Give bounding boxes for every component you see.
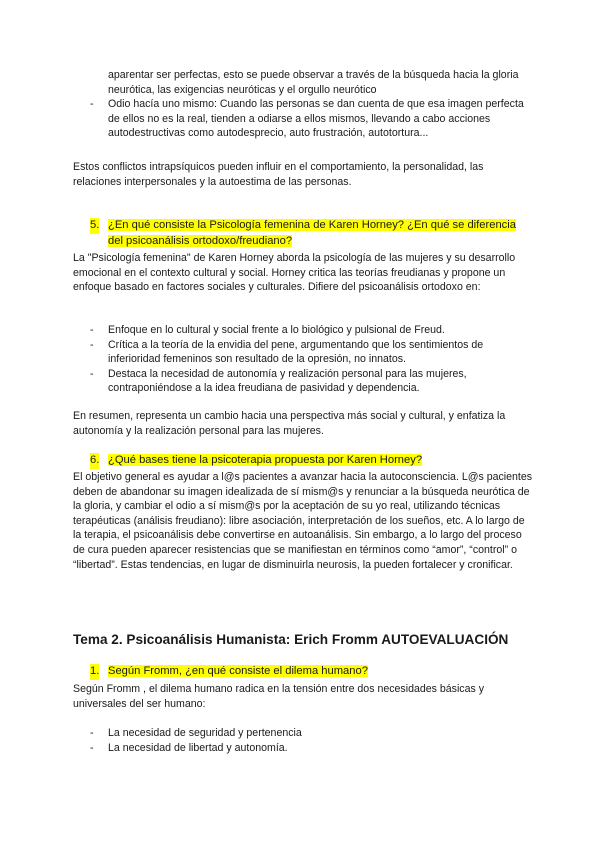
bullet-text: Enfoque en lo cultural y social frente a lo biológico y pulsional de Freud. [108,324,445,336]
bullet-item [73,338,533,367]
bullet-dash: - [90,727,94,739]
bullet-text: La necesidad de seguridad y pertenencia [108,727,302,739]
bullet-item [73,97,533,141]
bullet-text: aparentar ser perfectas, esto se puede observar a través de la búsqueda hacia la gloria neurótica, las exigencias neuróticas y el orgullo neurótico [108,69,519,96]
question-heading [73,664,533,680]
question-number: 6. [90,453,99,469]
bullet-dash: - [90,741,94,754]
bullet-list-q5 [73,323,533,396]
question-6 [73,453,533,469]
question-text: ¿Qué bases tiene la psicoterapia propuesta por Karen Horney? [108,454,423,466]
bullet-text: Destaca la necesidad de autonomía y realización personal para las mujeres, contraponiéndose a la idea freudiana de pasividad y dependencia. [108,367,467,395]
answer-paragraph: El objetivo general es ayudar a l@s pacientes a avanzar hacia la autoconsciencia. L@s pacientes deben de abandonar su imagen idealizada de sí mism@s y renunciar a la búsqueda neurótica de la gloria, y cambiar el odio a sí mism@s por la aceptación de su yo real, utilizando técnicas terapéuticas (análisis freudiano): libre asociación, interpretación de los sueños, etc. A lo largo de la terapia, el psicoanálisis debe convertirse en autoanálisis. Sin embargo, a lo largo del proceso de cura pueden aparecer resistencias que se manifiestan en términos como “amor”, “control” o “libertad”. Estas tendencias, en lugar de disminuirla neurosis, la pueden fortalecer y cronificar. [73,471,533,571]
bullet-dash: - [90,338,94,351]
question-number: 1. [90,664,99,680]
conclusion-paragraph: Estos conflictos intrapsíquicos pueden influir en el comportamiento, la personalidad, las relaciones interpersonales y la autoestima de las personas. [73,161,484,188]
bullet-text: Crítica a la teoría de la envidia del pene, argumentando que los sentimientos de inferioridad femeninos son resultado de la opresión, no innatos. [108,338,484,366]
section-title: Tema 2. Psicoanálisis Humanista: Erich Fromm AUTOEVALUACIÓN [73,632,509,647]
bullet-dash: - [90,367,94,380]
question-heading [73,453,533,469]
question-text: ¿En qué consiste la Psicología femenina de Karen Horney? ¿En qué se diferencia del psicoanálisis ortodoxo/freudiano? [108,219,516,247]
bullet-continuation [73,68,533,97]
answer-paragraph: Según Fromm , el dilema humano radica en la tensión entre dos necesidades básicas y universales del ser humano: [73,683,485,710]
bullet-list-top [73,68,533,141]
bullet-item [73,726,533,741]
section-top-continuation [73,68,533,141]
bullet-dash: - [90,324,94,336]
question-5 [73,218,533,249]
bullet-list-t2q1 [73,726,533,755]
bullet-dash: - [90,98,94,111]
bullet-item [73,367,533,396]
question-text: Según Fromm, ¿en qué consiste el dilema humano? [108,665,368,677]
summary-paragraph: En resumen, representa un cambio hacia una perspectiva más social y cultural, y enfatiza la autonomía y la realización personal para las mujeres. [73,410,506,437]
bullet-text: Odio hacía uno mismo: Cuando las personas se dan cuenta de que esa imagen perfecta de ellos no es la real, tienden a odiarse a ellos mismos, llevando a cabo acciones autodestructivas como autodesprecio, auto frustración, autotortura... [108,98,524,140]
question-heading [73,218,533,249]
bullet-text: La necesidad de libertad y autonomía. [108,741,288,754]
bullet-item [73,741,533,756]
tema2-question-1 [73,664,533,680]
question-number: 5. [90,218,99,234]
answer-paragraph: La "Psicología femenina" de Karen Horney aborda la psicología de las mujeres y su desarrollo emocional en el contexto cultural y social. Horney critica las teorías freudianas y propone un enfoque basado en factores sociales y culturales. Difiere del psicoanálisis ortodoxo en: [73,252,516,294]
bullet-item [73,323,533,338]
